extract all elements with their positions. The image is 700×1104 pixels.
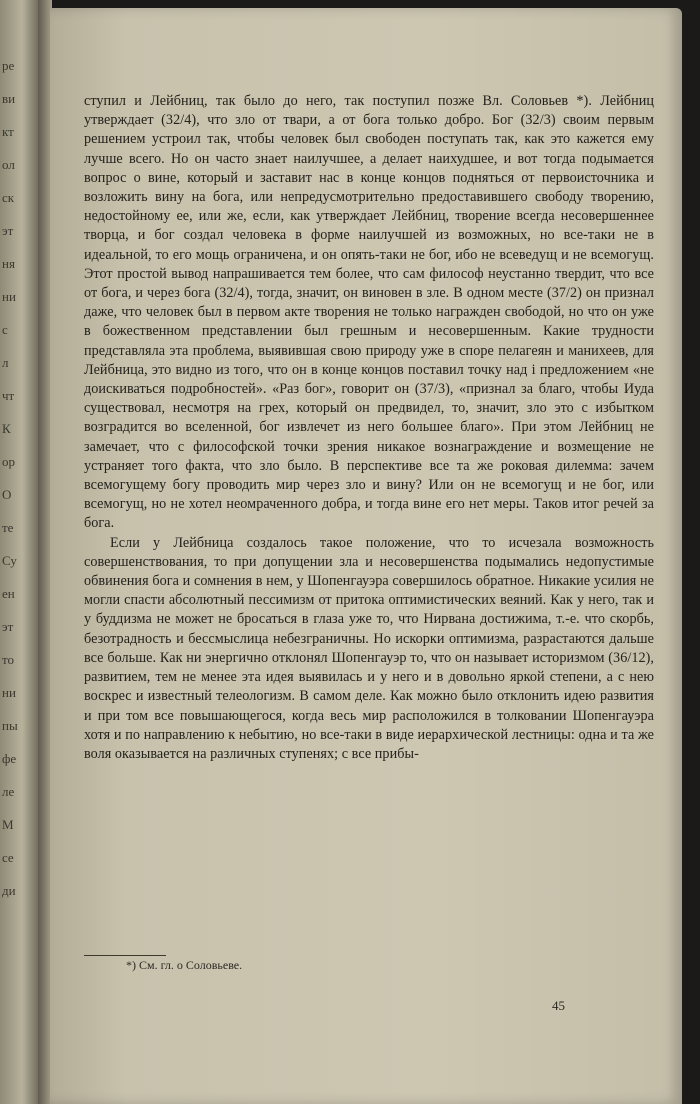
body-text [84,92,654,764]
facing-page-fragment: чт [2,388,15,403]
facing-page-fragment: ни [2,685,16,700]
page-number: 45 [552,998,565,1013]
facing-page-fragment: те [2,520,14,535]
paragraph-1: ступил и Лейбниц, так было до него, так поступил позже Вл. Соловьев *). Лейбниц утверждает (32/4), что зло от твари, а от бога только добро. Бог (32/3) своим первым решением устроил так, чтобы человек был свободен поступать так, как это кажется ему лучше всего. Но он часто знает наилучшее, а делает наихудшее, и вот тогда подымается вопрос о вине, который и заставит нас в конце концов подняться от первоисточника и возложить вину на бога, или непредусмотрительно предоставившего свободу творению, недостойному ее, или же, если, как утверждает Лейбниц, творение всегда несовершеннее творца, и бог создал человека в форме наилучшей из возможных, но все-таки не в идеальной, то его мощь ограничена, и он опять-таки не бог, ибо не всеведущ и не всемогущ. Этот простой вывод напрашивается тем более, что сам философ неустанно твердит, что все от бога, и через бога (32/4), тогда, значит, он виновен в зле. В одном месте (37/2) он признал даже, что человек был в первом акте творения не только награжден свободой, но что он уже в божественном представлении был грешным и несовершенным. Какие трудности представляла эта проблема, выявившая свою природу уже в споре пелагеян и манихеев, для Лейбница, это видно из того, что он в конце концов поставил точку над i предложением «не доискиваться подробностей». «Раз бог», говорит он (37/3), «признал за благо, чтобы Иуда существовал, несмотря на грех, который он предвидел, то, значит, зло это с избытком возградится во вселенной, бог извлечет из него большее благо». При этом Лейбниц не замечает, что с философской точки зрения никакое вознаграждение и возмещение не устраняет того факта, что зло было. В перспективе все та же роковая дилемма: зачем всемогущему богу проводить мир через зло и вину? Или он не всемогущ и не бог, или всемогущ, но не хотел неомраченного добра, и тогда вине его нет меры. Таков итог речей за бога. [84,93,654,532]
facing-page-fragment: ен [2,586,15,601]
facing-page-fragment: эт [2,619,14,634]
facing-page-fragment: ол [2,157,15,172]
facing-page-fragment: ск [2,190,15,205]
footnote: *) См. гл. о Соловьеве. [126,958,243,972]
facing-page-fragment: се [2,850,14,865]
facing-page-fragment: К [2,421,11,436]
book-page [50,8,682,1104]
facing-page-fragment: кт [2,124,14,139]
footnote-rule [84,955,166,956]
facing-page-fragment: Су [2,553,17,568]
facing-page-fragment: то [2,652,15,667]
paragraph-2: Если у Лейбница создалось такое положение, что то исчезала возможность совершенствования, то при допущении зла и несовершенства подымались недопустимые обвинения бога и сомнения в нем, у Шопенгауэра совершилось обратное. Никакие усилия не могли спасти абсолютный пессимизм от притока оптимистических веяний. Как у него, так и у буддизма не может не бросаться в глаза уже то, что Нирвана достижима, т.-е. что скорбь, безотрадность и бессмыслица небезграничны. Но искорки оптимизма, разрастаются дальше все больше. Как ни энергично отклонял Шопенгауэр то, что он называет историзмом (36/12), развитием, тем не менее эта идея выявилась и у него и в довольно яркой степени, а с нею воскрес и известный телеологизм. В самом деле. Как можно было отклонить идею развития и при том все повышающегося, когда весь мир расположился в толковании Шопенгауэра хотя и по направлению к небытию, но все-таки в виде иерархической лестницы: одна и та же воля оказывается на различных ступенях; с все прибы- [84,534,654,762]
facing-page-fragment: с [2,322,8,337]
facing-page-fragment: ор [2,454,15,469]
facing-page-fragment: М [2,817,14,832]
facing-page-fragment: пы [2,718,18,733]
facing-page-fragment: эт [2,223,14,238]
facing-page-fragment: ви [2,91,16,106]
facing-page-fragment: ня [2,256,15,271]
facing-page-fragment: л [2,355,9,370]
facing-page-fragment: О [2,487,12,502]
facing-page-fragment: фе [2,751,17,766]
facing-page-fragment: ни [2,289,16,304]
facing-page-fragment: ре [2,58,15,73]
facing-page-edge [0,0,40,1104]
facing-page-fragment: ди [2,883,16,898]
facing-page-fragment: ле [2,784,15,799]
